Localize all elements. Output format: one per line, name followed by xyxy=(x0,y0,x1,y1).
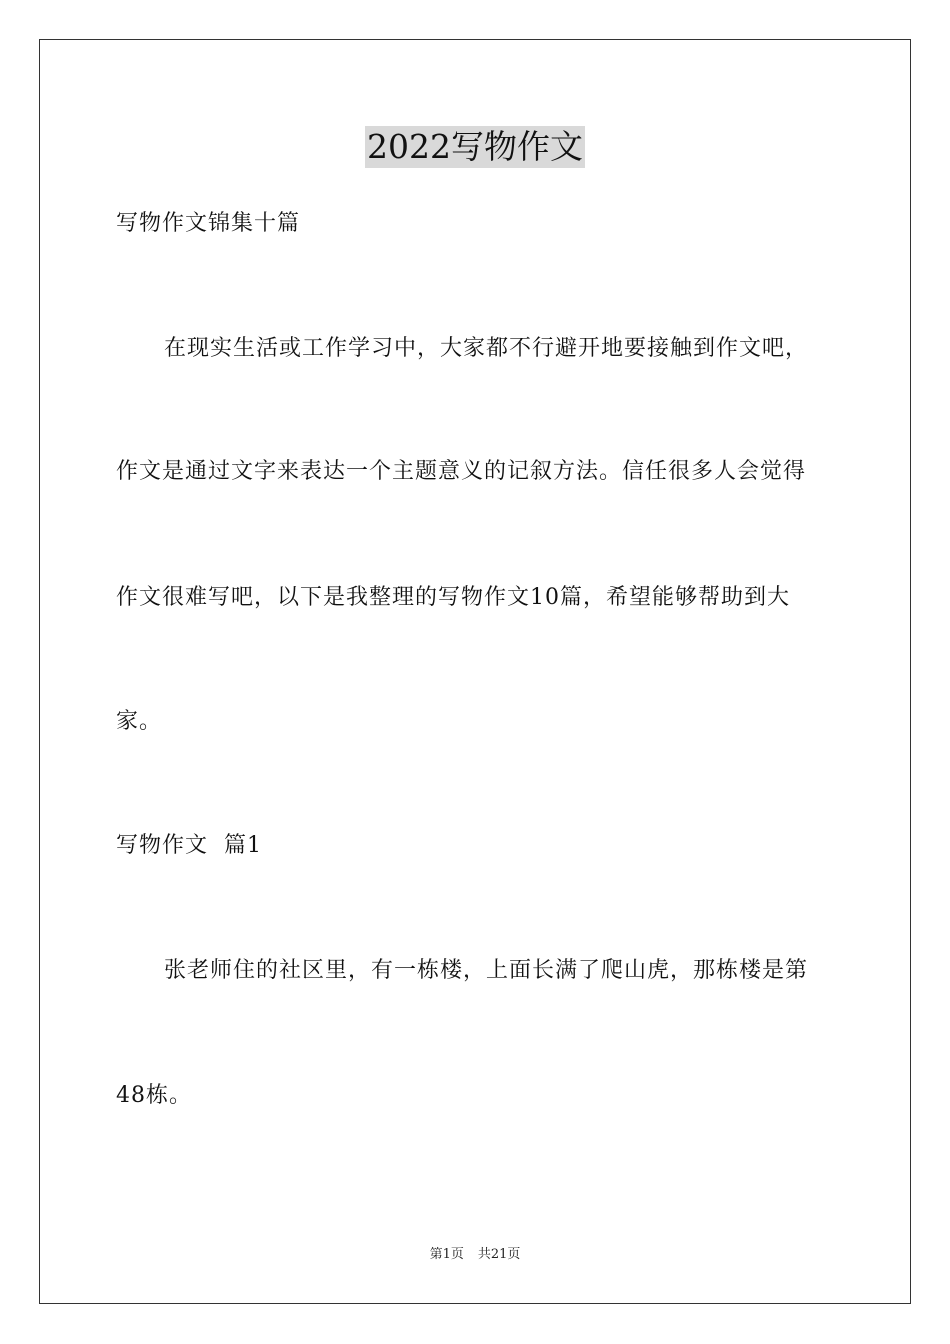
total-page-count: 共21页 xyxy=(477,1247,521,1262)
current-page-number: 第1页 xyxy=(429,1247,464,1262)
document-title: 2022写物作文 xyxy=(367,127,583,166)
paragraph-line: 作文是通过文字来表达一个主题意义的记叙方法。信任很多人会觉得 xyxy=(116,459,807,484)
page-footer xyxy=(0,1246,950,1264)
section-heading: 写物作文 篇1 xyxy=(116,833,262,858)
document-subtitle: 写物作文锦集十篇 xyxy=(116,211,301,236)
paragraph-line: 作文很难写吧，以下是我整理的写物作文10篇，希望能够帮助到大 xyxy=(116,585,790,610)
title-container xyxy=(0,126,950,168)
paragraph-line: 家。 xyxy=(116,709,163,734)
paragraph-line: 张老师住的社区里，有一栋楼，上面长满了爬山虎，那栋楼是第 xyxy=(164,958,809,983)
paragraph-line: 在现实生活或工作学习中，大家都不行避开地要接触到作文吧， xyxy=(164,336,809,361)
paragraph-line: 48栋。 xyxy=(116,1083,192,1108)
